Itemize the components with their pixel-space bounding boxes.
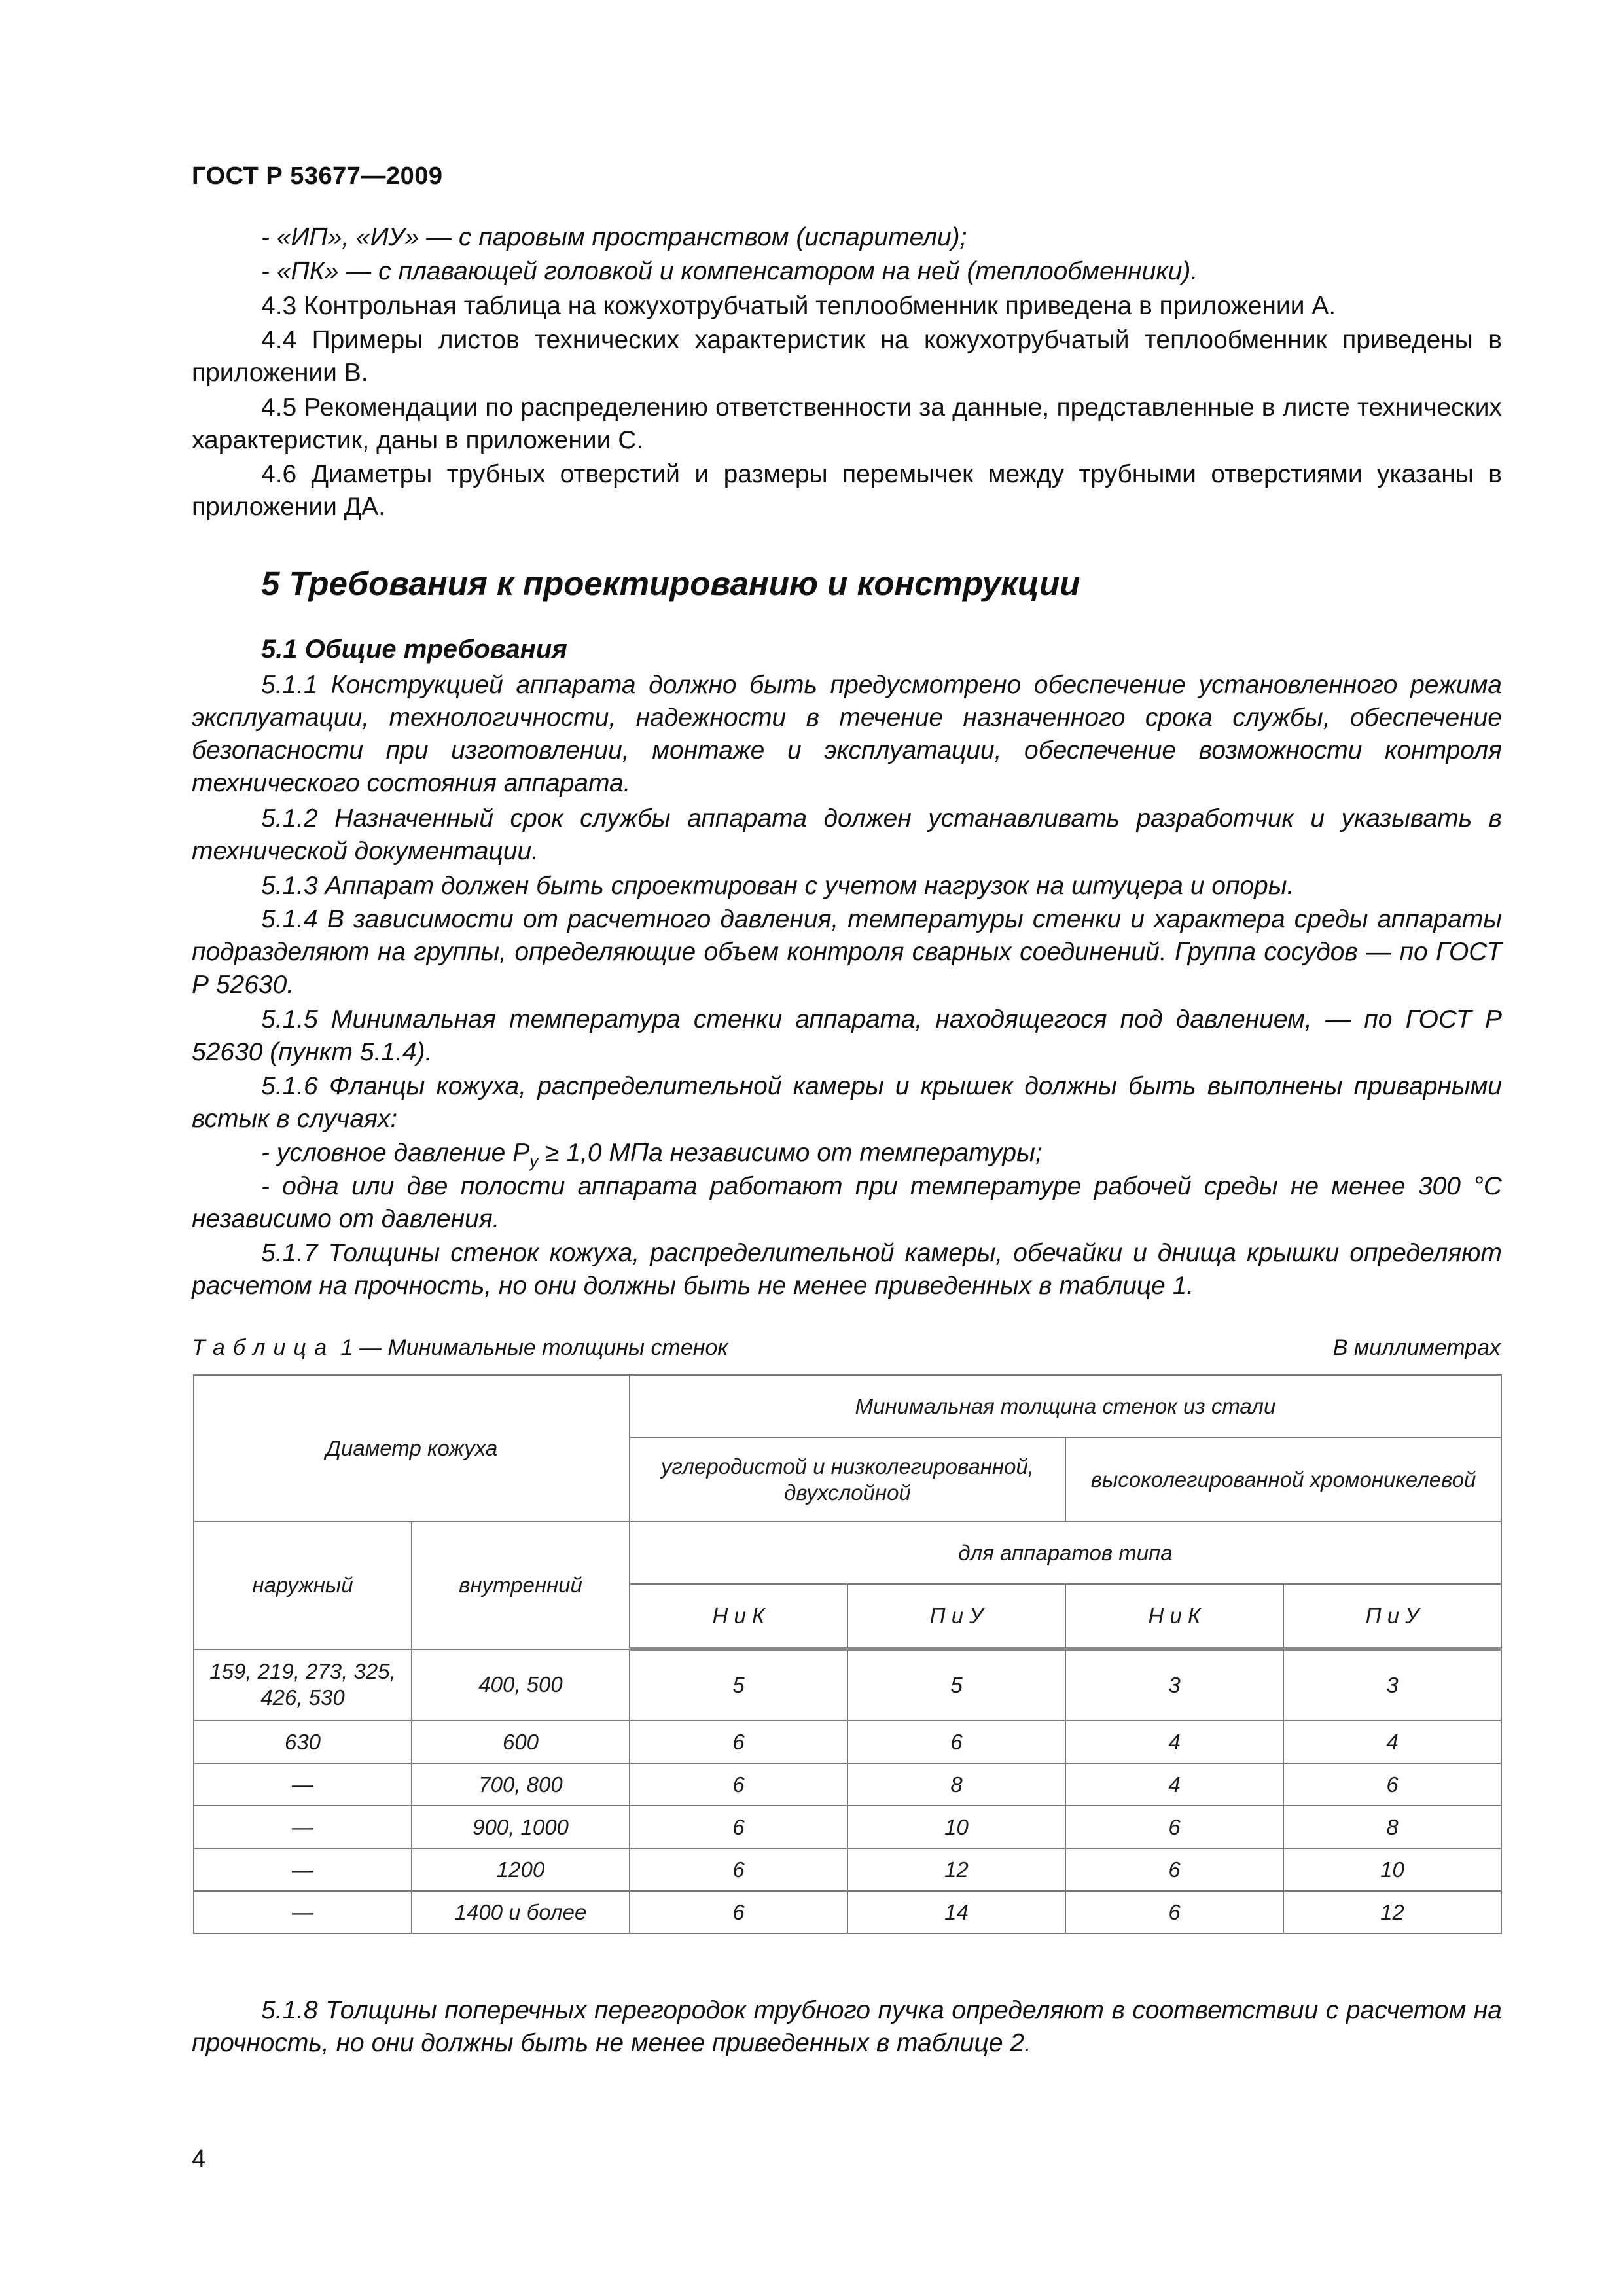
table-cell: 6 [630, 1806, 847, 1848]
table-cell: 1400 и более [412, 1891, 630, 1933]
table-cell: 5 [847, 1649, 1065, 1721]
table-cell: 6 [630, 1848, 847, 1891]
page-number: 4 [192, 2145, 206, 2173]
table-cell: 700, 800 [412, 1763, 630, 1806]
table-cell: 12 [1283, 1891, 1501, 1933]
table-row [194, 1649, 1501, 1721]
table-1-units: В миллиметрах [1332, 1335, 1501, 1360]
para-5-1-4: 5.1.4 В зависимости от расчетного давления, температуры стенки и характера среды аппараты подразделяют на группы, определяющие объем контроля сварных соединений. Группа сосудов — по ГОСТ Р 52630. [192, 905, 1502, 999]
section-5-1-title: 5.1 Общие требования [261, 635, 567, 664]
table-cell: 3 [1065, 1649, 1283, 1721]
bullet-pk: - «ПК» — с плавающей головкой и компенсатором на ней (теплообменники). [261, 257, 1198, 285]
table-cell: 4 [1065, 1721, 1283, 1763]
header-for-type: для аппаратов типа [630, 1522, 1501, 1584]
table-cell: — [194, 1848, 412, 1891]
para-4-5: 4.5 Рекомендации по распределению ответственности за данные, представленные в листе технических характеристик, даны в приложении С. [192, 393, 1502, 454]
table-row [194, 1721, 1501, 1763]
table-cell: — [194, 1763, 412, 1806]
bullet-temperature: - одна или две полости аппарата работают при температуре рабочей среды не менее 300 °С независимо от давления. [192, 1172, 1502, 1233]
table-cell: 600 [412, 1721, 630, 1763]
para-4-4: 4.4 Примеры листов технических характеристик на кожухотрубчатый теплообменник приведены в приложении В. [192, 326, 1502, 387]
table-cell: 630 [194, 1721, 412, 1763]
table-cell: 5 [630, 1649, 847, 1721]
table-cell: 10 [847, 1806, 1065, 1848]
table-cell: 6 [1283, 1763, 1501, 1806]
table-cell: 6 [1065, 1848, 1283, 1891]
header-type: Н и К [630, 1584, 847, 1649]
table-1-caption: Таблица 1 — Минимальные толщины стенок [192, 1335, 728, 1360]
table-row [194, 1848, 1501, 1891]
table-cell: 4 [1283, 1721, 1501, 1763]
table-cell: 8 [1283, 1806, 1501, 1848]
header-type: Н и К [1065, 1584, 1283, 1649]
bullet-ip-iu: - «ИП», «ИУ» — с паровым пространством (испарители); [261, 223, 967, 251]
table-cell: 900, 1000 [412, 1806, 630, 1848]
header-inner: внутренний [412, 1522, 630, 1649]
table-cell: 159, 219, 273, 325, 426, 530 [194, 1649, 412, 1721]
para-5-1-6: 5.1.6 Фланцы кожуха, распределительной камеры и крышек должны быть выполнены приварными встык в случаях: [192, 1072, 1502, 1133]
para-4-3: 4.3 Контрольная таблица на кожухотрубчатый теплообменник приведена в приложении А. [261, 292, 1336, 320]
table-cell: 6 [630, 1721, 847, 1763]
table-row [194, 1806, 1501, 1848]
table-1 [193, 1374, 1502, 1934]
table-cell: 14 [847, 1891, 1065, 1933]
para-5-1-2: 5.1.2 Назначенный срок службы аппарата должен устанавливать разработчик и указывать в технической документации. [192, 804, 1502, 865]
para-5-1-3: 5.1.3 Аппарат должен быть спроектирован с учетом нагрузок на штуцера и опоры. [261, 872, 1294, 900]
para-5-1-7: 5.1.7 Толщины стенок кожуха, распределительной камеры, обечайки и днища крышки определяют расчетом на прочность, но они должны быть не менее приведенных в таблице 1. [192, 1239, 1502, 1300]
header-type: П и У [1283, 1584, 1501, 1649]
standard-header: ГОСТ Р 53677—2009 [192, 162, 443, 190]
para-5-1-1: 5.1.1 Конструкцией аппарата должно быть предусмотрено обеспечение установленного режима эксплуатации, технологичности, надежности в течение назначенного срока службы, обеспечение безопасности при изготовлении, монтаже и эксплуатации, обеспечение возможности контроля технического состояния аппарата. [192, 671, 1502, 797]
table-cell: 12 [847, 1848, 1065, 1891]
table-cell: 6 [630, 1763, 847, 1806]
header-diameter: Диаметр кожуха [194, 1375, 630, 1522]
table-cell: 6 [1065, 1806, 1283, 1848]
table-row [194, 1891, 1501, 1933]
table-cell: 10 [1283, 1848, 1501, 1891]
para-4-6: 4.6 Диаметры трубных отверстий и размеры перемычек между трубными отверстиями указаны в приложении ДА. [192, 460, 1502, 521]
table-cell: 6 [847, 1721, 1065, 1763]
table-cell: 400, 500 [412, 1649, 630, 1721]
table-cell: — [194, 1806, 412, 1848]
table-cell: 8 [847, 1763, 1065, 1806]
header-outer: наружный [194, 1522, 412, 1649]
bullet-pressure: - условное давление $P_y \ge 1,0$ МПа независимо от температуры; [261, 1139, 1043, 1171]
table-row [194, 1763, 1501, 1806]
header-high-alloy-steel: высоколегированной хромоникелевой [1065, 1437, 1501, 1522]
header-type: П и У [847, 1584, 1065, 1649]
header-carbon-steel: углеродистой и низколегированной, двухслойной [630, 1437, 1065, 1522]
para-5-1-8: 5.1.8 Толщины поперечных перегородок трубного пучка определяют в соответствии с расчетом на прочность, но они должны быть не менее приведенных в таблице 2. [192, 1996, 1502, 2057]
section-5-title: 5 Требования к проектированию и конструкции [261, 565, 1080, 602]
header-min-thickness: Минимальная толщина стенок из стали [630, 1375, 1501, 1437]
table-cell: 1200 [412, 1848, 630, 1891]
table-cell: 6 [630, 1891, 847, 1933]
table-cell: 6 [1065, 1891, 1283, 1933]
table-cell: — [194, 1891, 412, 1933]
table-cell: 4 [1065, 1763, 1283, 1806]
table-cell: 3 [1283, 1649, 1501, 1721]
para-5-1-5: 5.1.5 Минимальная температура стенки аппарата, находящегося под давлением, — по ГОСТ Р 52630 (пункт 5.1.4). [192, 1005, 1502, 1066]
